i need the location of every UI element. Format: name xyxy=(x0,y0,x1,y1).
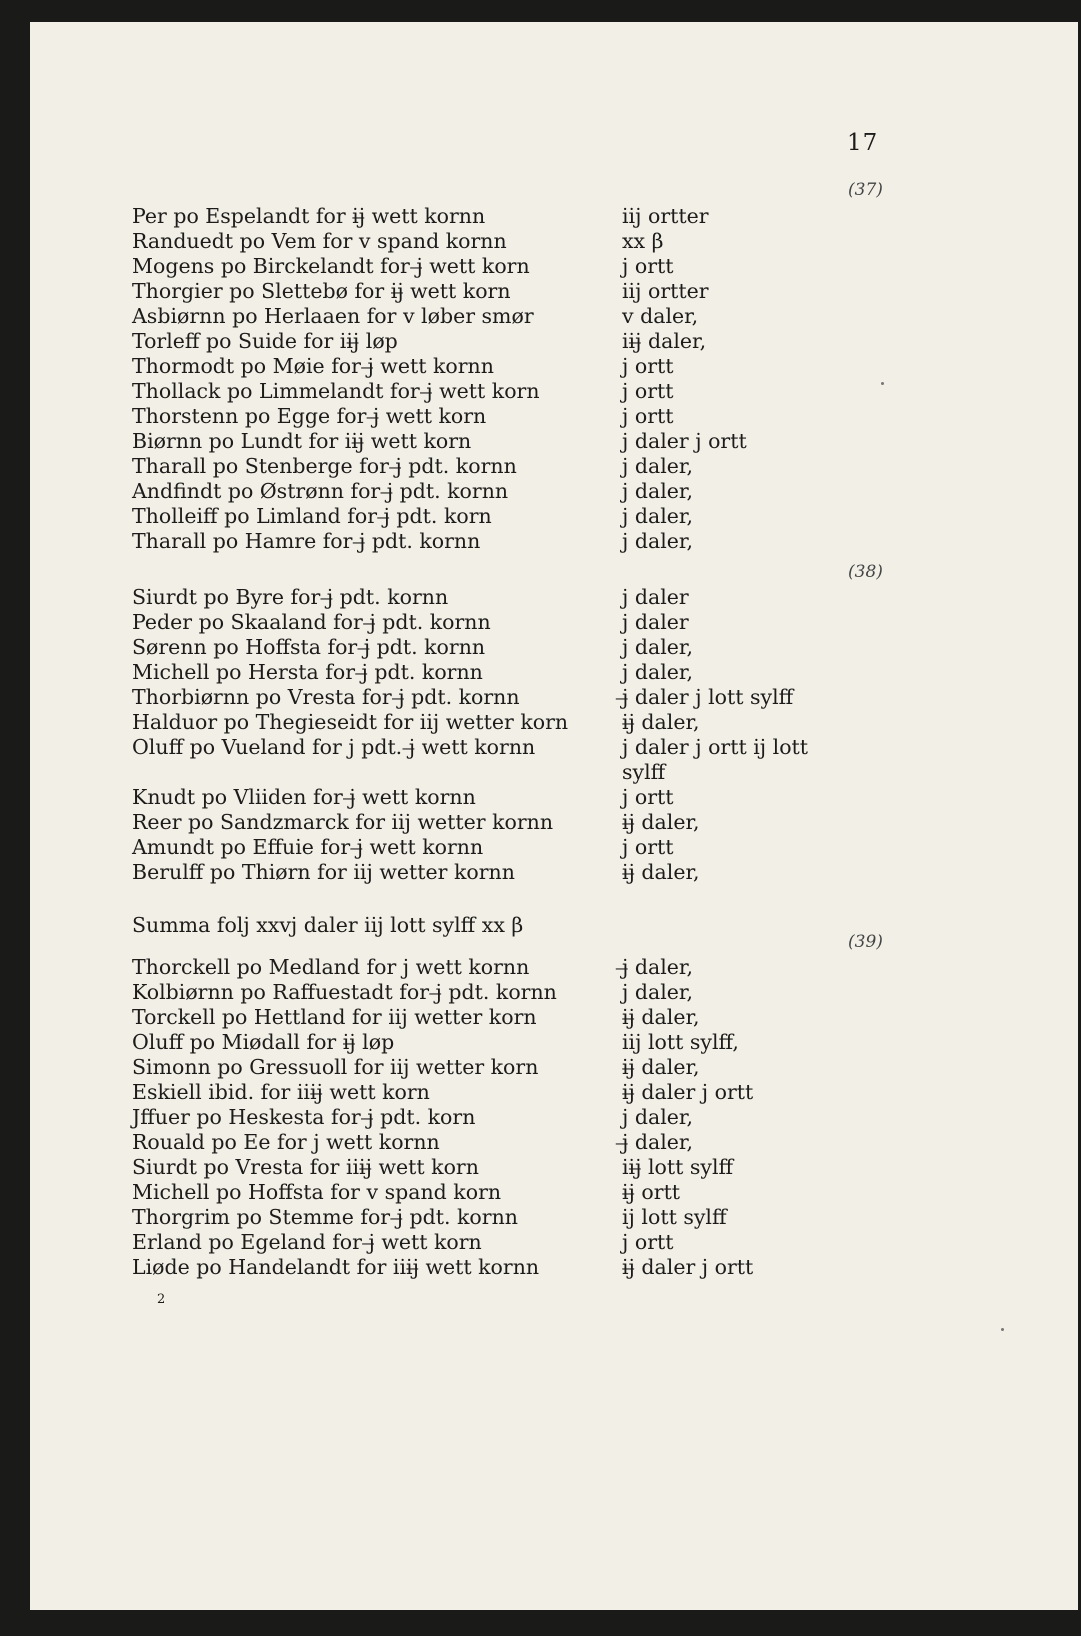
ledger-row xyxy=(132,684,892,710)
entry-amount: ij̶ ortt xyxy=(622,1180,681,1204)
entry-amount: j daler, xyxy=(622,660,693,684)
entry-text: Eskiell ibid. for iiij̶ wett korn xyxy=(132,1080,430,1104)
entry-amount: j̶ daler, xyxy=(622,955,693,979)
entry-amount: j ortt xyxy=(622,354,674,378)
paper-speck xyxy=(1001,1328,1004,1331)
entry-amount: j daler, xyxy=(622,980,693,1004)
entry-text: Sørenn po Hoffsta for j̶ pdt. kornn xyxy=(132,635,486,659)
ledger-row xyxy=(132,979,892,1005)
entry-text: Tharall po Hamre for j̶ pdt. kornn xyxy=(132,529,481,553)
entry-amount: ij̶ daler, xyxy=(622,710,700,734)
entry-text: Knudt po Vliiden for j̶ wett kornn xyxy=(132,785,476,809)
entry-text: Reer po Sandzmarck for iij wetter kornn xyxy=(132,810,554,834)
ledger-row xyxy=(132,759,892,785)
entry-text: Michell po Hoffsta for v spand korn xyxy=(132,1180,502,1204)
entry-text: Peder po Skaaland for j̶ pdt. kornn xyxy=(132,610,491,634)
ledger-row xyxy=(132,659,892,685)
entry-amount: j daler, xyxy=(622,454,693,478)
entry-text: Thorgrim po Stemme for j̶ pdt. kornn xyxy=(132,1205,518,1229)
section-marker-37: (37) xyxy=(848,180,883,200)
ledger-row xyxy=(132,634,892,660)
entry-text: Tholleiff po Limland for j̶ pdt. korn xyxy=(132,504,492,528)
ledger-row xyxy=(132,1029,892,1055)
ledger-row xyxy=(132,834,892,860)
entry-amount: ij̶ daler, xyxy=(622,1005,700,1029)
ledger-row xyxy=(132,428,892,454)
ledger-row xyxy=(132,1104,892,1130)
ledger-row xyxy=(132,954,892,980)
entry-text: Thormodt po Møie for j̶ wett kornn xyxy=(132,354,494,378)
entry-amount: ij̶ daler, xyxy=(622,810,700,834)
entry-text: Tharall po Stenberge for j̶ pdt. kornn xyxy=(132,454,517,478)
entry-text: Thorbiørnn po Vresta for j̶ pdt. kornn xyxy=(132,685,520,709)
entry-text: Erland po Egeland for j̶ wett korn xyxy=(132,1230,482,1254)
ledger-row xyxy=(132,709,892,735)
entry-amount: j daler, xyxy=(622,1105,693,1129)
entry-text: Thorckell po Medland for j wett kornn xyxy=(132,955,530,979)
entry-text: Per po Espelandt for ij̶ wett kornn xyxy=(132,204,486,228)
entry-amount: iij̶ lott sylff xyxy=(622,1155,734,1179)
entry-amount: j ortt xyxy=(622,1230,674,1254)
ledger-row xyxy=(132,253,892,279)
document-page xyxy=(30,22,1078,1610)
entry-text: Randuedt po Vem for v spand kornn xyxy=(132,229,507,253)
entry-amount: sylff xyxy=(622,760,666,784)
entry-amount: j ortt xyxy=(622,254,674,278)
ledger-row xyxy=(132,303,892,329)
paper-speck xyxy=(881,382,884,385)
ledger-row xyxy=(132,1154,892,1180)
footer-number: 2 xyxy=(157,1292,166,1307)
ledger-row xyxy=(132,1229,892,1255)
ledger-row xyxy=(132,859,892,885)
ledger-row xyxy=(132,584,892,610)
entry-text: Torleff po Suide for iij̶ løp xyxy=(132,329,398,353)
entry-text: Mogens po Birckelandt for j̶ wett korn xyxy=(132,254,530,278)
ledger-row xyxy=(132,1054,892,1080)
entry-amount: j daler j ortt xyxy=(622,429,747,453)
entry-amount: j̶ daler, xyxy=(622,1130,693,1154)
entry-amount: j daler, xyxy=(622,635,693,659)
ledger-row xyxy=(132,228,892,254)
entry-text: Michell po Hersta for j̶ pdt. kornn xyxy=(132,660,483,684)
ledger-row xyxy=(132,328,892,354)
entry-amount: j daler j ortt ij lott xyxy=(622,735,809,759)
entry-text: Thorstenn po Egge for j̶ wett korn xyxy=(132,404,487,428)
entry-amount: ij̶ daler j ortt xyxy=(622,1255,754,1279)
ledger-row xyxy=(132,528,892,554)
entry-amount: ij lott sylff xyxy=(622,1205,727,1229)
section-marker-39: (39) xyxy=(848,932,883,952)
ledger-row xyxy=(132,1254,892,1280)
entry-text: Thorgier po Slettebø for ij̶ wett korn xyxy=(132,279,511,303)
entry-amount: j̶ daler j lott sylff xyxy=(622,685,794,709)
entry-text: Thollack po Limmelandt for j̶ wett korn xyxy=(132,379,540,403)
entry-amount: j daler, xyxy=(622,479,693,503)
entry-text: Kolbiørnn po Raffuestadt for j̶ pdt. kornn xyxy=(132,980,557,1004)
ledger-row xyxy=(132,784,892,810)
entry-text: Torckell po Hettland for iij wetter korn xyxy=(132,1005,537,1029)
section-marker-38: (38) xyxy=(848,562,883,582)
entry-amount: j daler, xyxy=(622,529,693,553)
entry-amount: iij ortter xyxy=(622,204,709,228)
entry-amount: ij̶ daler j ortt xyxy=(622,1080,754,1104)
entry-amount: j daler xyxy=(622,585,689,609)
entry-text: Andfindt po Østrønn for j̶ pdt. kornn xyxy=(132,479,509,503)
ledger-row xyxy=(132,809,892,835)
entry-amount: j daler xyxy=(622,610,689,634)
entry-amount: j daler, xyxy=(622,504,693,528)
entry-amount: j ortt xyxy=(622,835,674,859)
entry-text: Biørnn po Lundt for iij̶ wett korn xyxy=(132,429,472,453)
entry-text: Rouald po Ee for j wett kornn xyxy=(132,1130,440,1154)
ledger-row xyxy=(132,1204,892,1230)
entry-text: Asbiørnn po Herlaaen for v løber smør xyxy=(132,304,534,328)
entry-amount: ij̶ daler, xyxy=(622,860,700,884)
entry-amount: iij ortter xyxy=(622,279,709,303)
entry-text: Oluff po Vueland for j pdt. j̶ wett kornn xyxy=(132,735,536,759)
ledger-row xyxy=(132,478,892,504)
entry-text: Simonn po Gressuoll for iij wetter korn xyxy=(132,1055,539,1079)
entry-text: Siurdt po Vresta for iiij̶ wett korn xyxy=(132,1155,479,1179)
entry-text: Berulff po Thiørn for iij wetter kornn xyxy=(132,860,515,884)
summa-line: Summa folj xxvj daler iij lott sylff xx β xyxy=(132,913,524,937)
entry-amount: iij lott sylff, xyxy=(622,1030,739,1054)
entry-amount: j ortt xyxy=(622,785,674,809)
ledger-row xyxy=(132,1179,892,1205)
entry-amount: iij̶ daler, xyxy=(622,329,707,353)
ledger-row xyxy=(132,403,892,429)
ledger-row xyxy=(132,503,892,529)
ledger-row xyxy=(132,203,892,229)
ledger-row xyxy=(132,1079,892,1105)
entry-text: Siurdt po Byre for j̶ pdt. kornn xyxy=(132,585,449,609)
ledger-row xyxy=(132,278,892,304)
ledger-row xyxy=(132,378,892,404)
entry-amount: ij̶ daler, xyxy=(622,1055,700,1079)
entry-amount: xx β xyxy=(622,229,664,253)
entry-text: Amundt po Effuie for j̶ wett kornn xyxy=(132,835,484,859)
ledger-row xyxy=(132,453,892,479)
ledger-row xyxy=(132,353,892,379)
ledger-row xyxy=(132,1004,892,1030)
ledger-row xyxy=(132,1129,892,1155)
entry-text: Halduor po Thegieseidt for iij wetter korn xyxy=(132,710,569,734)
page-number: 17 xyxy=(847,130,879,156)
entry-amount: v daler, xyxy=(622,304,699,328)
entry-text: Liøde po Handelandt for iiij̶ wett kornn xyxy=(132,1255,540,1279)
entry-amount: j ortt xyxy=(622,379,674,403)
entry-text: Jffuer po Heskesta for j̶ pdt. korn xyxy=(132,1105,476,1129)
ledger-row xyxy=(132,609,892,635)
entry-amount: j ortt xyxy=(622,404,674,428)
entry-text: Oluff po Miødall for ij̶ løp xyxy=(132,1030,395,1054)
ledger-row xyxy=(132,734,892,760)
